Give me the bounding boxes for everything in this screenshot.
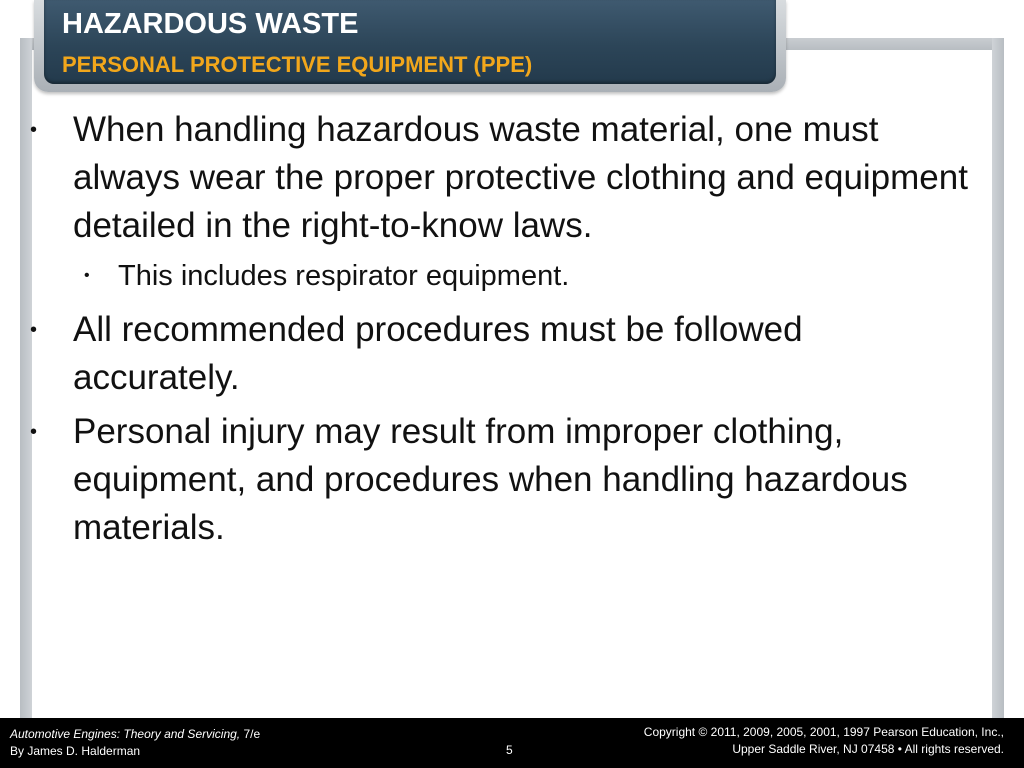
bullet-item <box>28 306 978 402</box>
slide-title: HAZARDOUS WASTE <box>62 8 359 40</box>
footer-book-title: Automotive Engines: Theory and Servicing, <box>10 727 241 741</box>
copyright-line-2: Upper Saddle River, NJ 07458 • All rights reserved. <box>732 742 1004 756</box>
page-number: 5 <box>506 743 513 757</box>
bullet-text: When handling hazardous waste material, one must always wear the proper protective clothing and equipment detailed in the right-to-know laws. <box>73 110 968 245</box>
bullet-item <box>28 408 978 552</box>
footer-bar <box>0 718 1024 768</box>
bullet-dot: • <box>30 421 38 443</box>
bullet-list <box>28 106 978 558</box>
sub-bullet-text: This includes respirator equipment. <box>118 260 570 292</box>
sub-bullet-dot: • <box>84 267 90 284</box>
footer-edition: 7/e <box>240 727 261 741</box>
bullet-item <box>28 106 978 250</box>
sub-bullet-item <box>28 256 978 296</box>
copyright-line-1: Copyright © 2011, 2009, 2005, 2001, 1997 Pearson Education, Inc., <box>643 725 1004 739</box>
bullet-text: All recommended procedures must be followed accurately. <box>73 310 803 397</box>
bullet-text: Personal injury may result from improper clothing, equipment, and procedures when handling hazardous materials. <box>73 412 908 547</box>
slide-subtitle: PERSONAL PROTECTIVE EQUIPMENT (PPE) <box>62 52 533 77</box>
frame-right-border <box>992 38 1004 718</box>
bullet-dot: • <box>30 319 38 341</box>
footer-book-info <box>10 726 260 760</box>
bullet-dot: • <box>30 119 38 141</box>
footer-copyright <box>644 724 1004 758</box>
footer-author: By James D. Halderman <box>10 744 141 758</box>
